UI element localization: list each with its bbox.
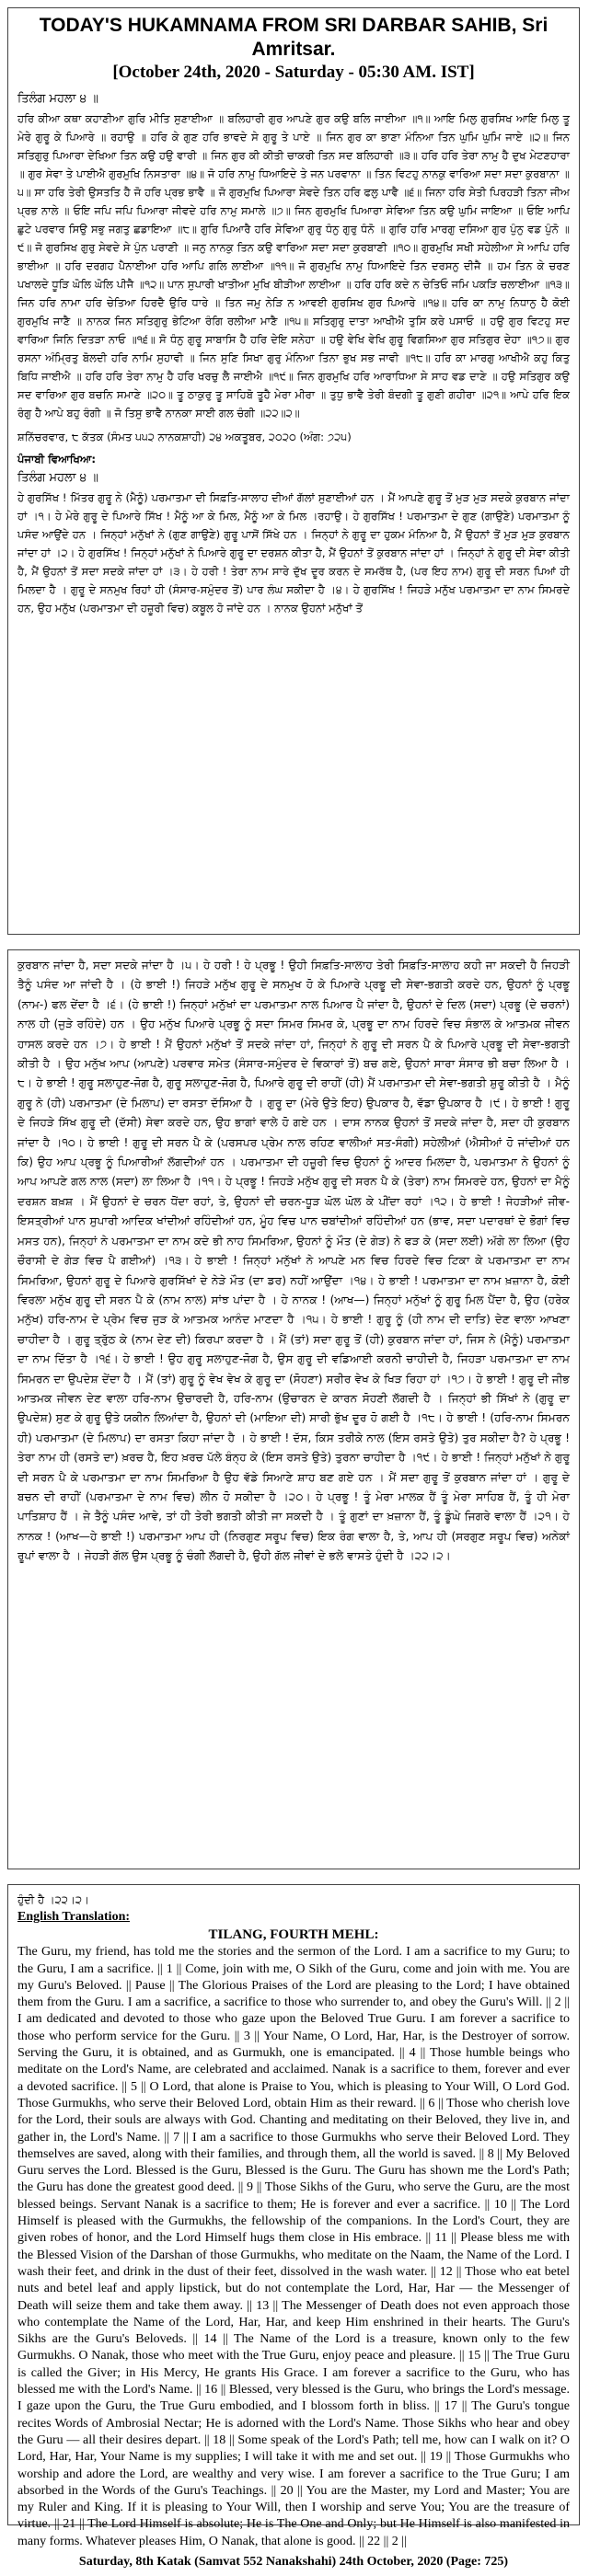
punjabi-translation-ending: ਹੁੰਦੀ ਹੈ ।੨੨।੨।	[17, 1893, 89, 1906]
page-title: TODAY'S HUKAMNAMA FROM SRI DARBAR SAHIB, Sri Amritsar.	[39, 15, 549, 60]
gurbani-text: ਹਰਿ ਕੀਆ ਕਥਾ ਕਹਾਣੀਆ ਗੁਰਿ ਮੀਤਿ ਸੁਣਾਈਆ ॥ ਬਲਿਹਾਰੀ ਗੁਰ ਆਪਣੇ ਗੁਰ ਕਉ ਬਲਿ ਜਾਈਆ ॥੧॥ ਆਇ ਮਿਲੁ ਗੁਰਸਿਖ ਆਇ ਮਿਲੁ ਤੂ ਮੇਰੇ ਗੁਰੂ ਕੇ ਪਿਆਰੇ ॥ ਰਹਾਉ ॥ ਹਰਿ ਕੇ ਗੁਣ ਹਰਿ ਭਾਵਦੇ ਸੇ ਗੁਰੂ ਤੇ ਪਾਏ ॥ ਜਿਨ ਗੁਰ ਕਾ ਭਾਣਾ ਮੰਨਿਆ ਤਿਨ ਘੁਮਿ ਘੁਮਿ ਜਾਏ ॥੨॥ ਜਿਨ ਸਤਿਗੁਰੁ ਪਿਆਰਾ ਦੇਖਿਆ ਤਿਨ ਕਉ ਹਉ ਵਾਰੀ ॥ ਜਿਨ ਗੁਰ ਕੀ ਕੀਤੀ ਚਾਕਰੀ ਤਿਨ ਸਦ ਬਲਿਹਾਰੀ ॥੩॥ ਹਰਿ ਹਰਿ ਤੇਰਾ ਨਾਮੁ ਹੈ ਦੁਖ ਮੇਟਣਹਾਰਾ ॥ ਗੁਰ ਸੇਵਾ ਤੇ ਪਾਈਐ ਗੁਰਮੁਖਿ ਨਿਸਤਾਰਾ ॥੪॥ ਜੋ ਹਰਿ ਨਾਮੁ ਧਿਆਇਦੇ ਤੇ ਜਨ ਪਰਵਾਨਾ ॥ ਤਿਨ ਵਿਟਹੁ ਨਾਨਕੁ ਵਾਰਿਆ ਸਦਾ ਸਦਾ ਕੁਰਬਾਨਾ ॥੫॥ ਸਾ ਹਰਿ ਤੇਰੀ ਉਸਤਤਿ ਹੈ ਜੋ ਹਰਿ ਪ੍ਰਭ ਭਾਵੈ ॥ ਜੋ ਗੁਰਮੁਖਿ ਪਿਆਰਾ ਸੇਵਦੇ ਤਿਨ ਹਰਿ ਫਲੁ ਪਾਵੈ ॥੬॥ ਜਿਨਾ ਹਰਿ ਸੇਤੀ ਪਿਰਹੜੀ ਤਿਨਾ ਜੀਅ ਪ੍ਰਭ ਨਾਲੇ ॥ ਓਇ ਜਪਿ ਜਪਿ ਪਿਆਰਾ ਜੀਵਦੇ ਹਰਿ ਨਾਮੁ ਸਮਾਲੇ ॥੭॥ ਜਿਨ ਗੁਰਮੁਖਿ ਪਿਆਰਾ ਸੇਵਿਆ ਤਿਨ ਕਉ ਘੁਮਿ ਜਾਇਆ ॥ ਓਇ ਆਪਿ ਛੁਟੇ ਪਰਵਾਰ ਸਿਉ ਸਭੁ ਜਗਤੁ ਛਡਾਇਆ ॥੮॥ ਗੁਰਿ ਪਿਆਰੈ ਹਰਿ ਸੇਵਿਆ ਗੁਰੁ ਧੰਨੁ ਗੁਰੁ ਧੰਨੋ ॥ ਗੁਰਿ ਹਰਿ ਮਾਰਗੁ ਦਸਿਆ ਗੁਰ ਪੁੰਨੁ ਵਡ ਪੁੰਨੋ ॥੯॥ ਜੋ ਗੁਰਸਿਖ ਗੁਰੁ ਸੇਵਦੇ ਸੇ ਪੁੰਨ ਪਰਾਣੀ ॥ ਜਨੁ ਨਾਨਕੁ ਤਿਨ ਕਉ ਵਾਰਿਆ ਸਦਾ ਸਦਾ ਕੁਰਬਾਣੀ ॥੧੦॥ ਗੁਰਮੁਖਿ ਸਖੀ ਸਹੇਲੀਆ ਸੇ ਆਪਿ ਹਰਿ ਭਾਈਆ ॥ ਹਰਿ ਦਰਗਹ ਪੈਨਾਈਆ ਹਰਿ ਆਪਿ ਗਲਿ ਲਾਈਆ ॥੧੧॥ ਜੋ ਗੁਰਮੁਖਿ ਨਾਮੁ ਧਿਆਇਦੇ ਤਿਨ ਦਰਸਨੁ ਦੀਜੈ ॥ ਹਮ ਤਿਨ ਕੇ ਚਰਣ ਪਖਾਲਦੇ ਧੂੜਿ ਘੋਲਿ ਘੋਲਿ ਪੀਜੈ ॥੧੨॥ ਪਾਨ ਸੁਪਾਰੀ ਖਾਤੀਆ ਮੁਖਿ ਬੀੜੀਆ ਲਾਈਆ ॥ ਹਰਿ ਹਰਿ ਕਦੇ ਨ ਚੇਤਿਓ ਜਮਿ ਪਕੜਿ ਚਲਾਈਆ ॥੧੩॥ ਜਿਨ ਹਰਿ ਨਾਮਾ ਹਰਿ ਚੇਤਿਆ ਹਿਰਦੈ ਉਰਿ ਧਾਰੇ ॥ ਤਿਨ ਜਮੁ ਨੇੜਿ ਨ ਆਵਈ ਗੁਰਸਿਖ ਗੁਰ ਪਿਆਰੇ ॥੧੪॥ ਹਰਿ ਕਾ ਨਾਮੁ ਨਿਧਾਨੁ ਹੈ ਕੋਈ ਗੁਰਮੁਖਿ ਜਾਣੈ ॥ ਨਾਨਕ ਜਿਨ ਸਤਿਗੁਰੁ ਭੇਟਿਆ ਰੰਗਿ ਰਲੀਆ ਮਾਣੈ ॥੧੫॥ ਸਤਿਗੁਰੁ ਦਾਤਾ ਆਖੀਐ ਤੁਸਿ ਕਰੇ ਪਸਾਓ ॥ ਹਉ ਗੁਰ ਵਿਟਹੁ ਸਦ ਵਾਰਿਆ ਜਿਨਿ ਦਿਤੜਾ ਨਾਓ ॥੧੬॥ ਸੋ ਧੰਨੁ ਗੁਰੂ ਸਾਬਾਸਿ ਹੈ ਹਰਿ ਦੇਇ ਸਨੇਹਾ ॥ ਹਉ ਵੇਖਿ ਵੇਖਿ ਗੁਰੂ ਵਿਗਸਿਆ ਗੁਰ ਸਤਿਗੁਰ ਦੇਹਾ ॥੧੭॥ ਗੁਰ ਰਸਨਾ ਅੰਮ੍ਰਿਤੁ ਬੋਲਦੀ ਹਰਿ ਨਾਮਿ ਸੁਹਾਵੀ ॥ ਜਿਨ ਸੁਣਿ ਸਿਖਾ ਗੁਰੁ ਮੰਨਿਆ ਤਿਨਾ ਭੁਖ ਸਭ ਜਾਵੀ ॥੧੮॥ ਹਰਿ ਕਾ ਮਾਰਗੁ ਆਖੀਐ ਕਹੁ ਕਿਤੁ ਬਿਧਿ ਜਾਈਐ ॥ ਹਰਿ ਹਰਿ ਤੇਰਾ ਨਾਮੁ ਹੈ ਹਰਿ ਖਰਚੁ ਲੈ ਜਾਈਐ ॥੧੯॥ ਜਿਨ ਗੁਰਮੁਖਿ ਹਰਿ ਆਰਾਧਿਆ ਸੇ ਸਾਹ ਵਡ ਦਾਣੇ ॥ ਹਉ ਸਤਿਗੁਰ ਕਉ ਸਦ ਵਾਰਿਆ ਗੁਰ ਬਚਨਿ ਸਮਾਣੇ ॥੨੦॥ ਤੂ ਠਾਕੁਰੁ ਤੂ ਸਾਹਿਬੋ ਤੂਹੈ ਮੇਰਾ ਮੀਰਾ ॥ ਤੁਧੁ ਭਾਵੈ ਤੇਰੀ ਬੰਦਗੀ ਤੂ ਗੁਣੀ ਗਹੀਰਾ ॥੨੧॥ ਆਪੇ ਹਰਿ ਇਕ ਰੰਗੁ ਹੈ ਆਪੇ ਬਹੁ ਰੰਗੀ ॥ ਜੋ ਤਿਸੁ ਭਾਵੈ ਨਾਨਕਾ ਸਾਈ ਗਲ ਚੰਗੀ ॥੨੨॥੨॥	[17, 112, 570, 420]
punjabi-title: ਤਿਲੰਗ ਮਹਲਾ ੪ ॥	[17, 471, 99, 485]
hukamnama-panel-punjabi	[7, 949, 580, 1869]
hukamnama-panel-english	[7, 1884, 580, 2569]
punjabi-translation-part2: ਕੁਰਬਾਨ ਜਾਂਦਾ ਹੈ, ਸਦਾ ਸਦਕੇ ਜਾਂਦਾ ਹੈ ।੫। ਹੇ ਹਰੀ ! ਹੇ ਪ੍ਰਭੂ ! ਉਹੀ ਸਿਫ਼ਤਿ-ਸਾਲਾਹ ਤੇਰੀ ਸਿਫ਼ਤਿ-ਸਾਲਾਹ ਕਹੀ ਜਾ ਸਕਦੀ ਹੈ ਜਿਹੜੀ ਤੈਨੂੰ ਪਸੰਦ ਆ ਜਾਂਦੀ ਹੈ । (ਹੇ ਭਾਈ !) ਜਿਹੜੇ ਮਨੁੱਖ ਗੁਰੂ ਦੇ ਸਨਮੁਖ ਹੋ ਕੇ ਪਿਆਰੇ ਪ੍ਰਭੂ ਦੀ ਸੇਵਾ-ਭਗਤੀ ਕਰਦੇ ਹਨ, ਉਹਨਾਂ ਨੂੰ ਪ੍ਰਭੂ (ਨਾਮ-) ਫਲ ਦੇਂਦਾ ਹੈ ।੬। (ਹੇ ਭਾਈ !) ਜਿਨ੍ਹਾਂ ਮਨੁੱਖਾਂ ਦਾ ਪਰਮਾਤਮਾ ਨਾਲ ਪਿਆਰ ਪੈ ਜਾਂਦਾ ਹੈ, ਉਹਨਾਂ ਦੇ ਦਿਲ (ਸਦਾ) ਪ੍ਰਭੂ (ਦੇ ਚਰਨਾਂ) ਨਾਲ ਹੀ (ਜੁੜੇ ਰਹਿੰਦੇ) ਹਨ । ਉਹ ਮਨੁੱਖ ਪਿਆਰੇ ਪ੍ਰਭੂ ਨੂੰ ਸਦਾ ਸਿਮਰ ਸਿਮਰ ਕੇ, ਪ੍ਰਭੂ ਦਾ ਨਾਮ ਹਿਰਦੇ ਵਿਚ ਸੰਭਾਲ ਕੇ ਆਤਮਕ ਜੀਵਨ ਹਾਸਲ ਕਰਦੇ ਹਨ ।੭। ਹੇ ਭਾਈ ! ਮੈਂ ਉਹਨਾਂ ਮਨੁੱਖਾਂ ਤੋਂ ਸਦਕੇ ਜਾਂਦਾ ਹਾਂ, ਜਿਨ੍ਹਾਂ ਨੇ ਗੁਰੂ ਦੀ ਸਰਨ ਪੈ ਕੇ ਪਿਆਰੇ ਪ੍ਰਭੂ ਦੀ ਸੇਵਾ-ਭਗਤੀ ਕੀਤੀ ਹੈ । ਉਹ ਮਨੁੱਖ ਆਪ (ਆਪਣੇ) ਪਰਵਾਰ ਸਮੇਤ (ਸੰਸਾਰ-ਸਮੁੰਦਰ ਦੇ ਵਿਕਾਰਾਂ ਤੋਂ) ਬਚ ਗਏ, ਉਹਨਾਂ ਸਾਰਾ ਸੰਸਾਰ ਭੀ ਬਚਾ ਲਿਆ ਹੈ ।੮। ਹੇ ਭਾਈ ! ਗੁਰੂ ਸਲਾਹੁਣ-ਜੋਗ ਹੈ, ਗੁਰੂ ਸਲਾਹੁਣ-ਜੋਗ ਹੈ, ਪਿਆਰੇ ਗੁਰੂ ਦੀ ਰਾਹੀਂ (ਹੀ) ਮੈਂ ਪਰਮਾਤਮਾ ਦੀ ਸੇਵਾ-ਭਗਤੀ ਸ਼ੁਰੂ ਕੀਤੀ ਹੈ । ਮੈਨੂੰ ਗੁਰੂ ਨੇ (ਹੀ) ਪਰਮਾਤਮਾ (ਦੇ ਮਿਲਾਪ) ਦਾ ਰਸਤਾ ਦੱਸਿਆ ਹੈ । ਗੁਰੂ ਦਾ (ਮੇਰੇ ਉਤੇ ਇਹ) ਉਪਕਾਰ ਹੈ, ਵੱਡਾ ਉਪਕਾਰ ਹੈ ।੯। ਹੇ ਭਾਈ ! ਗੁਰੂ ਦੇ ਜਿਹੜੇ ਸਿੱਖ ਗੁਰੂ ਦੀ (ਦੱਸੀ) ਸੇਵਾ ਕਰਦੇ ਹਨ, ਉਹ ਭਾਗਾਂ ਵਾਲੇ ਹੋ ਗਏ ਹਨ । ਦਾਸ ਨਾਨਕ ਉਹਨਾਂ ਤੋਂ ਸਦਕੇ ਜਾਂਦਾ ਹੈ, ਸਦਾ ਹੀ ਕੁਰਬਾਨ ਜਾਂਦਾ ਹੈ ।੧੦। ਹੇ ਭਾਈ ! ਗੁਰੂ ਦੀ ਸਰਨ ਪੈ ਕੇ (ਪਰਸਪਰ ਪ੍ਰੇਮ ਨਾਲ ਰਹਿਣ ਵਾਲੀਆਂ ਸਤ-ਸੰਗੀ) ਸਹੇਲੀਆਂ (ਐਸੀਆਂ ਹੋ ਜਾਂਦੀਆਂ ਹਨ ਕਿ) ਉਹ ਆਪ ਪ੍ਰਭੂ ਨੂੰ ਪਿਆਰੀਆਂ ਲੱਗਦੀਆਂ ਹਨ । ਪਰਮਾਤਮਾ ਦੀ ਹਜ਼ੂਰੀ ਵਿਚ ਉਹਨਾਂ ਨੂੰ ਆਦਰ ਮਿਲਦਾ ਹੈ, ਪਰਮਾਤਮਾ ਨੇ ਉਹਨਾਂ ਨੂੰ ਆਪ ਆਪਣੇ ਗਲ ਨਾਲ (ਸਦਾ) ਲਾ ਲਿਆ ਹੈ ।੧੧। ਹੇ ਪ੍ਰਭੂ ! ਜਿਹੜੇ ਮਨੁੱਖ ਗੁਰੂ ਦੀ ਸਰਨ ਪੈ ਕੇ (ਤੇਰਾ) ਨਾਮ ਸਿਮਰਦੇ ਹਨ, ਉਹਨਾਂ ਦਾ ਮੈਨੂੰ ਦਰਸ਼ਨ ਬਖ਼ਸ਼ । ਮੈਂ ਉਹਨਾਂ ਦੇ ਚਰਨ ਧੋਂਦਾ ਰਹਾਂ, ਤੇ, ਉਹਨਾਂ ਦੀ ਚਰਨ-ਧੂੜ ਘੋਲ ਘੋਲ ਕੇ ਪੀਂਦਾ ਰਹਾਂ ।੧੨। ਹੇ ਭਾਈ ! ਜੇਹੜੀਆਂ ਜੀਵ-ਇਸਤ੍ਰੀਆਂ ਪਾਨ ਸੁਪਾਰੀ ਆਦਿਕ ਖਾਂਦੀਆਂ ਰਹਿੰਦੀਆਂ ਹਨ, ਮੂੰਹ ਵਿਚ ਪਾਨ ਚਬਾਂਦੀਆਂ ਰਹਿੰਦੀਆਂ ਹਨ (ਭਾਵ, ਸਦਾ ਪਦਾਰਥਾਂ ਦੇ ਭੋਗਾਂ ਵਿਚ ਮਸਤ ਹਨ), ਜਿਨ੍ਹਾਂ ਨੇ ਪਰਮਾਤਮਾ ਦਾ ਨਾਮ ਕਦੇ ਭੀ ਨਾਹ ਸਿਮਰਿਆ, ਉਹਨਾਂ ਨੂੰ ਮੌਤ (ਦੇ ਗੇੜ) ਨੇ ਫੜ ਕੇ (ਸਦਾ ਲਈ) ਅੱਗੇ ਲਾ ਲਿਆ (ਉਹ ਚੌਰਾਸੀ ਦੇ ਗੇੜ ਵਿਚ ਪੈ ਗਈਆਂ) ।੧੩। ਹੇ ਭਾਈ ! ਜਿਨ੍ਹਾਂ ਮਨੁੱਖਾਂ ਨੇ ਆਪਣੇ ਮਨ ਵਿਚ ਹਿਰਦੇ ਵਿਚ ਟਿਕਾ ਕੇ ਪਰਮਾਤਮਾ ਦਾ ਨਾਮ ਸਿਮਰਿਆ, ਉਹਨਾਂ ਗੁਰੂ ਦੇ ਪਿਆਰੇ ਗੁਰਸਿੱਖਾਂ ਦੇ ਨੇੜੇ ਮੌਤ (ਦਾ ਡਰ) ਨਹੀਂ ਆਉਂਦਾ ।੧੪। ਹੇ ਭਾਈ ! ਪਰਮਾਤਮਾ ਦਾ ਨਾਮ ਖ਼ਜ਼ਾਨਾ ਹੈ, ਕੋਈ ਵਿਰਲਾ ਮਨੁੱਖ ਗੁਰੂ ਦੀ ਸਰਨ ਪੈ ਕੇ (ਨਾਮ ਨਾਲ) ਸਾਂਝ ਪਾਂਦਾ ਹੈ । ਹੇ ਨਾਨਕ ! (ਆਖ—) ਜਿਨ੍ਹਾਂ ਮਨੁੱਖਾਂ ਨੂੰ ਗੁਰੂ ਮਿਲ ਪੈਂਦਾ ਹੈ, ਉਹ (ਹਰੇਕ ਮਨੁੱਖ) ਹਰਿ-ਨਾਮ ਦੇ ਪ੍ਰੇਮ ਵਿਚ ਜੁੜ ਕੇ ਆਤਮਕ ਆਨੰਦ ਮਾਣਦਾ ਹੈ ।੧੫। ਹੇ ਭਾਈ ! ਗੁਰੂ ਨੂੰ (ਹੀ ਨਾਮ ਦੀ ਦਾਤਿ) ਦੇਣ ਵਾਲਾ ਆਖਣਾ ਚਾਹੀਦਾ ਹੈ । ਗੁਰੂ ਤ੍ਰੁੱਠ ਕੇ (ਨਾਮ ਦੇਣ ਦੀ) ਕਿਰਪਾ ਕਰਦਾ ਹੈ । ਮੈਂ (ਤਾਂ) ਸਦਾ ਗੁਰੂ ਤੋਂ (ਹੀ) ਕੁਰਬਾਨ ਜਾਂਦਾ ਹਾਂ, ਜਿਸ ਨੇ (ਮੈਨੂੰ) ਪਰਮਾਤਮਾ ਦਾ ਨਾਮ ਦਿੱਤਾ ਹੈ ।੧੬। ਹੇ ਭਾਈ ! ਉਹ ਗੁਰੂ ਸਲਾਹੁਣ-ਜੋਗ ਹੈ, ਉਸ ਗੁਰੂ ਦੀ ਵਡਿਆਈ ਕਰਨੀ ਚਾਹੀਦੀ ਹੈ, ਜਿਹੜਾ ਪਰਮਾਤਮਾ ਦਾ ਨਾਮ ਸਿਮਰਨ ਦਾ ਉਪਦੇਸ਼ ਦੇਂਦਾ ਹੈ । ਮੈਂ (ਤਾਂ) ਗੁਰੂ ਨੂੰ ਵੇਖ ਵੇਖ ਕੇ ਗੁਰੂ ਦਾ (ਸੋਹਣਾ) ਸਰੀਰ ਵੇਖ ਕੇ ਖਿੜ ਰਿਹਾ ਹਾਂ ।੧੭। ਹੇ ਭਾਈ ! ਗੁਰੂ ਦੀ ਜੀਭ ਆਤਮਕ ਜੀਵਨ ਦੇਣ ਵਾਲਾ ਹਰਿ-ਨਾਮ ਉਚਾਰਦੀ ਹੈ, ਹਰਿ-ਨਾਮ (ਉਚਾਰਨ ਦੇ ਕਾਰਨ ਸੋਹਣੀ ਲੱਗਦੀ ਹੈ । ਜਿਨ੍ਹਾਂ ਭੀ ਸਿੱਖਾਂ ਨੇ (ਗੁਰੂ ਦਾ ਉਪਦੇਸ਼) ਸੁਣ ਕੇ ਗੁਰੂ ਉਤੇ ਯਕੀਨ ਲਿਆਂਦਾ ਹੈ, ਉਹਨਾਂ ਦੀ (ਮਾਇਆ ਦੀ) ਸਾਰੀ ਭੁੱਖ ਦੂਰ ਹੋ ਗਈ ਹੈ ।੧੮। ਹੇ ਭਾਈ ! (ਹਰਿ-ਨਾਮ ਸਿਮਰਨ ਹੀ) ਪਰਮਾਤਮਾ (ਦੇ ਮਿਲਾਪ) ਦਾ ਰਸਤਾ ਕਿਹਾ ਜਾਂਦਾ ਹੈ । ਹੇ ਭਾਈ ! ਦੱਸ, ਕਿਸ ਤਰੀਕੇ ਨਾਲ (ਇਸ ਰਸਤੇ ਉਤੇ) ਤੁਰ ਸਕੀਦਾ ਹੈ? ਹੇ ਪ੍ਰਭੂ ! ਤੇਰਾ ਨਾਮ ਹੀ (ਰਸਤੇ ਦਾ) ਖ਼ਰਚ ਹੈ, ਇਹ ਖ਼ਰਚ ਪੱਲੇ ਬੰਨ੍ਹ ਕੇ (ਇਸ ਰਸਤੇ ਉਤੇ) ਤੁਰਨਾ ਚਾਹੀਦਾ ਹੈ ।੧੯। ਹੇ ਭਾਈ ! ਜਿਨ੍ਹਾਂ ਮਨੁੱਖਾਂ ਨੇ ਗੁਰੂ ਦੀ ਸਰਨ ਪੈ ਕੇ ਪਰਮਾਤਮਾ ਦਾ ਨਾਮ ਸਿਮਰਿਆ ਹੈ ਉਹ ਵੱਡੇ ਸਿਆਣੇ ਸ਼ਾਹ ਬਣ ਗਏ ਹਨ । ਮੈਂ ਸਦਾ ਗੁਰੂ ਤੋਂ ਕੁਰਬਾਨ ਜਾਂਦਾ ਹਾਂ । ਗੁਰੂ ਦੇ ਬਚਨ ਦੀ ਰਾਹੀਂ (ਪਰਮਾਤਮਾ ਦੇ ਨਾਮ ਵਿਚ) ਲੀਨ ਹੋ ਸਕੀਦਾ ਹੈ ।੨੦। ਹੇ ਪ੍ਰਭੂ ! ਤੂੰ ਮੇਰਾ ਮਾਲਕ ਹੈਂ ਤੂੰ ਮੇਰਾ ਸਾਹਿਬ ਹੈਂ, ਤੂੰ ਹੀ ਮੇਰਾ ਪਾਤਿਸ਼ਾਹ ਹੈਂ । ਜੇ ਤੈਨੂੰ ਪਸੰਦ ਆਵੇ, ਤਾਂ ਹੀ ਤੇਰੀ ਭਗਤੀ ਕੀਤੀ ਜਾ ਸਕਦੀ ਹੈ । ਤੂੰ ਗੁਣਾਂ ਦਾ ਖ਼ਜ਼ਾਨਾ ਹੈਂ, ਤੂੰ ਡੂੰਘੇ ਜਿਗਰੇ ਵਾਲਾ ਹੈਂ ।੨੧। ਹੇ ਨਾਨਕ ! (ਆਖ—ਹੇ ਭਾਈ !) ਪਰਮਾਤਮਾ ਆਪ ਹੀ (ਨਿਰਗੁਣ ਸਰੂਪ ਵਿਚ) ਇਕ ਰੰਗ ਵਾਲਾ ਹੈ, ਤੇ, ਆਪ ਹੀ (ਸਰਗੁਣ ਸਰੂਪ ਵਿਚ) ਅਨੇਕਾਂ ਰੂਪਾਂ ਵਾਲਾ ਹੈ । ਜੇਹੜੀ ਗੱਲ ਉਸ ਪ੍ਰਭੂ ਨੂੰ ਚੰਗੀ ਲੱਗਦੀ ਹੈ, ਉਹੀ ਗੱਲ ਜੀਵਾਂ ਦੇ ਭਲੇ ਵਾਸਤੇ ਹੁੰਦੀ ਹੈ ।੨੨।੨।	[17, 959, 570, 1563]
punjabi-translation-label: ਪੰਜਾਬੀ ਵਿਆਖਿਆ:	[17, 453, 97, 466]
hukamnama-panel-gurbani	[7, 7, 580, 935]
gurbani-date-line: ਸ਼ਨਿੱਚਰਵਾਰ, ੮ ਕੱਤਕ (ਸੰਮਤ ੫੫੨ ਨਾਨਕਸ਼ਾਹੀ) ੨੪ ਅਕਤੂਬਰ, ੨੦੨੦ (ਅੰਗ: ੭੨੫)	[17, 431, 352, 443]
shabad-title: ਤਿਲੰਗ ਮਹਲਾ ੪ ॥	[17, 92, 99, 106]
english-date-line: Saturday, 8th Katak (Samvat 552 Nanakshahi) 24th October, 2020 (Page: 725)	[78, 2554, 509, 2569]
english-translation-label: English Translation:	[17, 1910, 131, 1924]
punjabi-translation-part1: ਹੇ ਗੁਰਸਿੱਖ ! ਮਿੱਤਰ ਗੁਰੂ ਨੇ (ਮੈਨੂੰ) ਪਰਮਾਤਮਾ ਦੀ ਸਿਫ਼ਤਿ-ਸਾਲਾਹ ਦੀਆਂ ਗੱਲਾਂ ਸੁਣਾਈਆਂ ਹਨ । ਮੈਂ ਆਪਣੇ ਗੁਰੂ ਤੋਂ ਮੁੜ ਮੁੜ ਸਦਕੇ ਕੁਰਬਾਨ ਜਾਂਦਾ ਹਾਂ ।੧। ਹੇ ਮੇਰੇ ਗੁਰੂ ਦੇ ਪਿਆਰੇ ਸਿੱਖ ! ਮੈਨੂੰ ਆ ਕੇ ਮਿਲ, ਮੈਨੂੰ ਆ ਕੇ ਮਿਲ ।ਰਹਾਉ। ਹੇ ਗੁਰਸਿੱਖ ! ਪਰਮਾਤਮਾ ਦੇ ਗੁਣ (ਗਾਉਣੇ) ਪਰਮਾਤਮਾ ਨੂੰ ਪਸੰਦ ਆਉਂਦੇ ਹਨ । ਜਿਨ੍ਹਾਂ ਮਨੁੱਖਾਂ ਨੇ (ਗੁਣ ਗਾਉਣੇ) ਗੁਰੂ ਪਾਸੋਂ ਸਿੱਖੇ ਹਨ । ਜਿਨ੍ਹਾਂ ਨੇ ਗੁਰੂ ਦਾ ਹੁਕਮ ਮੰਨਿਆ ਹੈ, ਮੈਂ ਉਹਨਾਂ ਤੋਂ ਮੁੜ ਮੁੜ ਕੁਰਬਾਨ ਜਾਂਦਾ ਹਾਂ ।੨। ਹੇ ਗੁਰਸਿੱਖ ! ਜਿਨ੍ਹਾਂ ਮਨੁੱਖਾਂ ਨੇ ਪਿਆਰੇ ਗੁਰੂ ਦਾ ਦਰਸ਼ਨ ਕੀਤਾ ਹੈ, ਮੈਂ ਉਹਨਾਂ ਤੋਂ ਕੁਰਬਾਨ ਜਾਂਦਾ ਹਾਂ । ਜਿਨ੍ਹਾਂ ਨੇ ਗੁਰੂ ਦੀ ਸੇਵਾ ਕੀਤੀ ਹੈ, ਮੈਂ ਉਹਨਾਂ ਤੋਂ ਸਦਾ ਸਦਕੇ ਜਾਂਦਾ ਹਾਂ ।੩। ਹੇ ਹਰੀ ! ਤੇਰਾ ਨਾਮ ਸਾਰੇ ਦੁੱਖ ਦੂਰ ਕਰਨ ਦੇ ਸਮਰੱਥ ਹੈ, (ਪਰ ਇਹ ਨਾਮ) ਗੁਰੂ ਦੀ ਸਰਨ ਪਿਆਂ ਹੀ ਮਿਲਦਾ ਹੈ । ਗੁਰੂ ਦੇ ਸਨਮੁਖ ਰਿਹਾਂ ਹੀ (ਸੰਸਾਰ-ਸਮੁੰਦਰ ਤੋਂ) ਪਾਰ ਲੰਘ ਸਕੀਦਾ ਹੈ ।੪। ਹੇ ਗੁਰਸਿੱਖ ! ਜਿਹੜੇ ਮਨੁੱਖ ਪਰਮਾਤਮਾ ਦਾ ਨਾਮ ਸਿਮਰਦੇ ਹਨ, ਉਹ ਮਨੁੱਖ (ਪਰਮਾਤਮਾ ਦੀ ਹਜ਼ੂਰੀ ਵਿਚ) ਕਬੂਲ ਹੋ ਜਾਂਦੇ ਹਨ । ਨਾਨਕ ਉਹਨਾਂ ਮਨੁੱਖਾਂ ਤੋਂ	[17, 491, 571, 615]
english-translation-text: The Guru, my friend, has told me the stories and the sermon of the Lord. I am a sacrifice to my Guru; to the Guru, I am a sacrifice. || 1 || Come, join with me, O Sikh of the Guru, come and join with me. You are my Guru's Beloved. || Pause || The Glorious Praises of the Lord are pleasing to the Lord; I have obtained them from the Guru. I am a sacrifice, a sacrifice to those who surrender to, and obey the Guru's Will. || 2 || I am dedicated and devoted to those who gaze upon the Beloved True Guru. I am forever a sacrifice to those who perform service for the Guru. || 3 || Your Name, O Lord, Har, Har, is the Destroyer of sorrow. Serving the Guru, it is obtained, and as Gurmukh, one is emancipated. || 4 || Those humble beings who meditate on the Lord's Name, are celebrated and acclaimed. Nanak is a sacrifice to them, forever and ever a devoted sacrifice. || 5 || O Lord, that alone is Praise to You, which is pleasing to Your Will, O Lord God. Those Gurmukhs, who serve their Beloved Lord, obtain Him as their reward. || 6 || Those who cherish love for the Lord, their souls are always with God. Chanting and meditating on their Beloved, they live in, and gather in, the Lord's Name. || 7 || I am a sacrifice to those Gurmukhs who serve their Beloved Lord. They themselves are saved, along with their families, and through them, all the world is saved. || 8 || My Beloved Guru serves the Lord. Blessed is the Guru, Blessed is the Guru. The Guru has shown me the Lord's Path; the Guru has done the greatest good deed. || 9 || Those Sikhs of the Guru, who serve the Guru, are the most blessed beings. Servant Nanak is a sacrifice to them; He is forever and ever a sacrifice. || 10 || The Lord Himself is pleased with the Gurmukhs, the fellowship of the companions. In the Lord's Court, they are given robes of honor, and the Lord Himself hugs them close in His embrace. || 11 || Please bless me with the Blessed Vision of the Darshan of those Gurmukhs, who meditate on the Naam, the Name of the Lord. I wash their feet, and drink in the dust of their feet, dissolved in the wash water. || 12 || Those who eat betel nuts and betel leaf and apply lipstick, but do not contemplate the Lord, Har, Har — the Messenger of Death will seize them and take them away. || 13 || The Messenger of Death does not even approach those who contemplate the Name of the Lord, Har, Har, and keep Him enshrined in their hearts. The Guru's Sikhs are the Guru's Beloveds. || 14 || The Name of the Lord is a treasure, known only to the few Gurmukhs. O Nanak, those who meet with the True Guru, enjoy peace and pleasure. || 15 || The True Guru is called the Giver; in His Mercy, He grants His Grace. I am forever a sacrifice to the Guru, who has blessed me with the Lord's Name. || 16 || Blessed, very blessed is the Guru, who brings the Lord's message. I gaze upon the Guru, the True Guru embodied, and I blossom forth in bliss. || 17 || The Guru's tongue recites Words of Ambrosial Nectar; He is adorned with the Lord's Name. Those Sikhs who hear and obey the Guru — all their desires depart. || 18 || Some speak of the Lord's Path; tell me, how can I walk on it? O Lord, Har, Har, Your Name is my supplies; I will take it with me and set out. || 19 || Those Gurmukhs who worship and adore the Lord, are wealthy and very wise. I am forever a sacrifice to the True Guru; I am absorbed in the Words of the Guru's Teachings. || 20 || You are the Master, my Lord and Master; You are my Ruler and King. If it is pleasing to Your Will, then I worship and serve You; You are the treasure of virtue. || 21 || The Lord Himself is absolute; He is The One and Only; but He Himself is also manifested in many forms. Whatever pleases Him, O Nanak, that alone is good. || 22 || 2 ||	[17, 1945, 570, 2548]
page-date: [October 24th, 2020 - Saturday - 05:30 AM. IST]	[112, 63, 475, 82]
english-title: TILANG, FOURTH MEHL:	[208, 1927, 379, 1943]
